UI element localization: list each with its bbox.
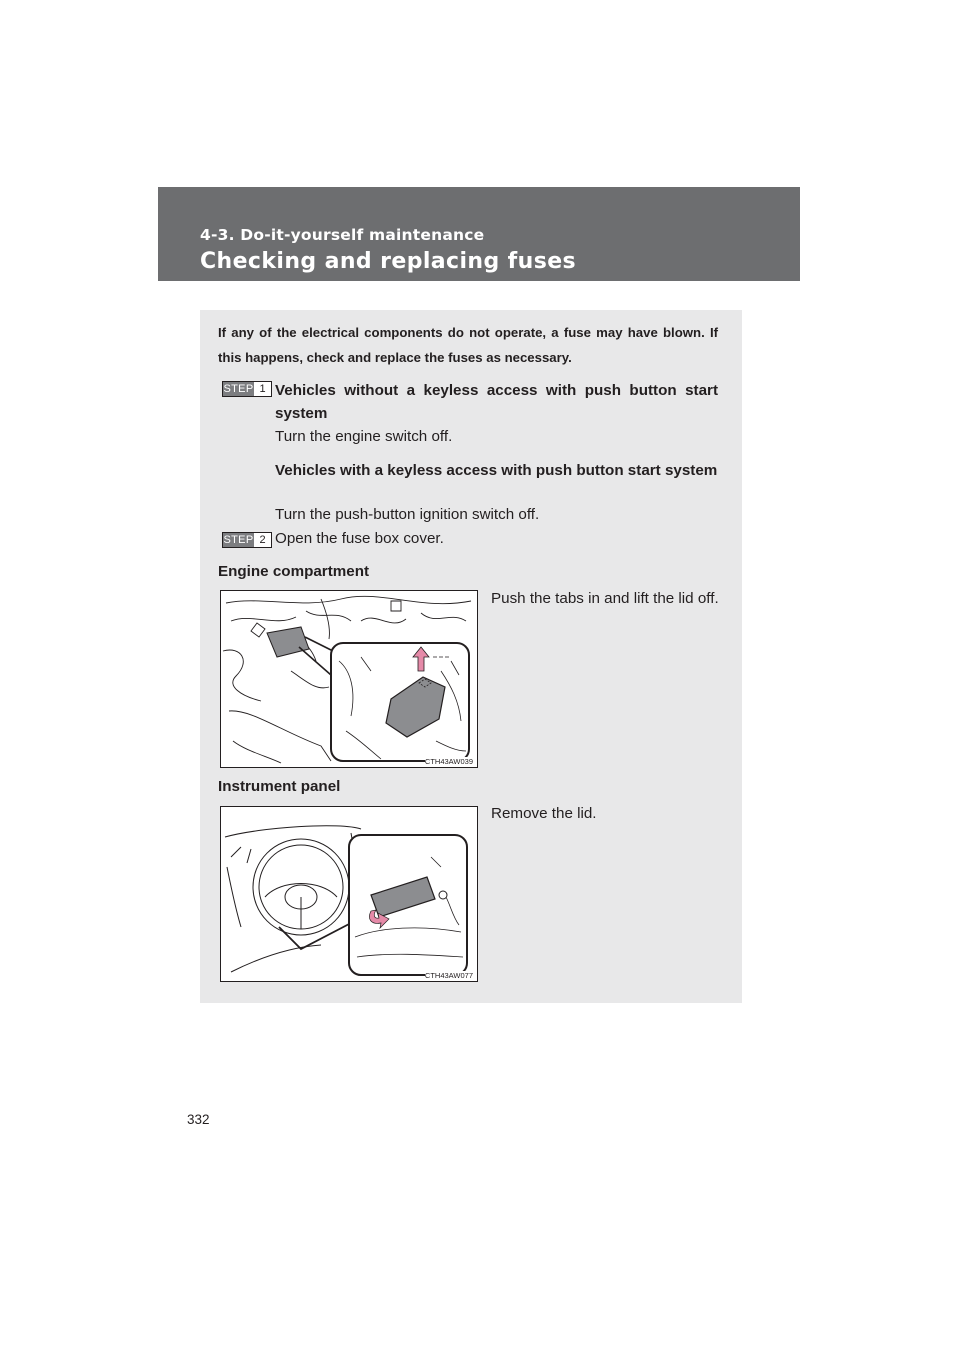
step-badge-1	[222, 381, 272, 397]
figure-code: CTH43AW039	[424, 757, 473, 766]
page-title: Checking and replacing fuses	[200, 249, 577, 274]
intro-text: If any of the electrical components do not operate, a fuse may have blown. If this happens, check and replace the fuses as necessary.	[218, 325, 718, 365]
instrument-panel-illustration	[221, 807, 477, 981]
engine-compartment-illustration	[221, 591, 477, 767]
step-badge-number: 1	[254, 382, 271, 396]
step-badge-label: STEP	[223, 534, 254, 546]
engine-compartment-figure	[220, 590, 478, 768]
step-badge-number: 2	[254, 533, 271, 547]
page-number: 332	[187, 1112, 210, 1127]
section-label: 4-3. Do-it-yourself maintenance	[200, 226, 485, 244]
instrument-panel-instruction: Remove the lid.	[491, 805, 597, 822]
instrument-panel-heading: Instrument panel	[218, 778, 341, 795]
engine-compartment-instruction: Push the tabs in and lift the lid off.	[491, 590, 719, 607]
figure-code: CTH43AW077	[424, 971, 473, 980]
step-badge-label: STEP	[223, 383, 254, 395]
step1-text-push-button: Turn the push-button ignition switch off.	[275, 506, 540, 523]
instrument-panel-figure	[220, 806, 478, 982]
step1-heading-with-keyless: Vehicles with a keyless access with push button start system	[275, 462, 718, 479]
step1-heading-without-keyless: Vehicles without a keyless access with push button start system	[275, 382, 718, 422]
step-badge-2	[222, 532, 272, 548]
step1-text-engine-switch: Turn the engine switch off.	[275, 428, 453, 445]
engine-compartment-heading: Engine compartment	[218, 563, 370, 580]
step2-text: Open the fuse box cover.	[275, 530, 444, 547]
